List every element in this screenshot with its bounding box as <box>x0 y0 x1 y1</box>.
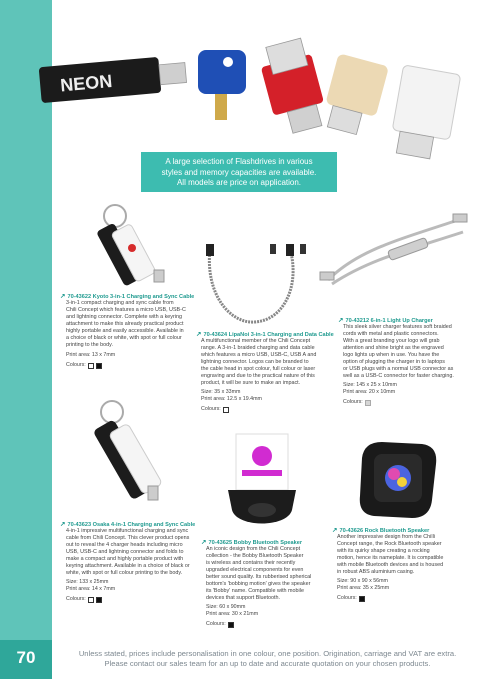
banner-line-3: All models are price on application. <box>176 178 302 187</box>
swatch-silver <box>365 400 371 406</box>
swatch-black <box>96 597 102 603</box>
arrow-icon: ↗ <box>60 293 66 300</box>
product-desc-lipanoi: A multifunctional member of the Chili Concept range. A 3-in-1 braided charging and data cable which features a micro USB, USB-C, USB A and lightning connector. Logos can be branded to the cable head in spot colour, full colour or laser engraving and due to the practical nature of this product, it will be sure to make an impact. <box>201 338 317 386</box>
product-desc-bobby: An iconic design from the Chili Concept collection - the Bobby Bluetooth Speaker is wireless and contains their recently upgraded electrical components for even better sound quality. Its rubberised spherical bottom's 'bobbing motion' gives the speaker its 'Bobby' name. Compatible with mobile devices that support Bluetooth. <box>206 546 312 601</box>
product-meta-rock: Size: 90 x 90 x 56mm Print area: 35 x 25mm Colours: <box>337 578 390 601</box>
product-title-kyoto: ↗ 70-43622 Kyoto 3-in-1 Charging and Sync Cable <box>60 293 195 300</box>
flashdrives-image <box>30 30 470 170</box>
page-number: 70 <box>16 648 36 667</box>
flashdrive-red <box>256 37 330 137</box>
product-title-bobby: ↗ 70-43625 Bobby Bluetooth Speaker <box>201 539 303 546</box>
flashdrive-white <box>388 65 460 162</box>
swatch-white <box>223 407 229 413</box>
product-meta-osaka: Size: 133 x 25mm Print area: 14 x 7mm Colours: <box>66 579 116 602</box>
product-title-light-up-charger: ↗ 70-43212 6-in-1 Light Up Charger <box>338 317 433 324</box>
light-up-charger-image <box>318 210 470 290</box>
product-desc-osaka: 4-in-1 impressive multifunctional charging and sync cable from Chili Concept. This clever product opens out to reveal the 4 charger heads including micro USB, USB-C and lightning connector and folds to make a compact and highly portable product with keyring attachment. Available in a choice of black or white, with spot or full colour printing to the body. <box>66 528 190 576</box>
bobby-speaker-image <box>222 432 302 532</box>
swatch-white <box>88 597 94 603</box>
flashdrive-logo-text: NEON <box>59 70 114 96</box>
product-desc-kyoto: 3-in-1 compact charging and sync cable from Chili Concept which features a micro USB, USB-C and lightning connector. Complete with a keyring attachment to make this already practical product highly portable and easily accessible. Available in a choice of black or white, with spot or full colour printing to the body. <box>66 300 186 348</box>
banner-line-1: A large selection of Flashdrives in various <box>165 157 313 166</box>
product-meta-kyoto: Print area: 13 x 7mm Colours: <box>66 352 116 368</box>
page-footer <box>60 649 475 669</box>
banner-line-2: styles and memory capacities are available. <box>161 167 317 177</box>
kyoto-cable-image <box>90 202 180 287</box>
swatch-white <box>88 363 94 369</box>
flashdrive-wood <box>320 53 389 138</box>
product-title-lipanoi: ↗ 70-43624 LipaNoi 3-in-1 Charging and Data Cable <box>196 331 334 338</box>
product-meta-light-up-charger: Size: 145 x 25 x 10mm Print area: 20 x 10mm Colours: <box>343 382 397 405</box>
rock-speaker-image <box>352 438 442 522</box>
product-title-osaka: ↗ 70-43623 Osaka 4-in-1 Charging and Sync Cable <box>60 521 196 528</box>
footer-line-1: Unless stated, prices include personalisation in one colour, one position. Origination, carriage and VAT are extra. <box>78 649 457 658</box>
product-meta-bobby: Size: 60 x 90mm Print area: 30 x 21mm Colours: <box>206 604 259 627</box>
lipanoi-cable-image <box>200 244 310 329</box>
product-desc-rock: Another impressive design from the Chilli Concept range, the Rock Bluetooth speaker with its quirky shape creating a rocking motion, hence its nameplate. It is compatible with mobile Bluetooth devices and is housed in robust ABS aluminium casing. <box>337 534 444 575</box>
arrow-icon: ↗ <box>60 521 66 528</box>
arrow-icon: ↗ <box>196 331 202 338</box>
arrow-icon: ↗ <box>201 539 207 546</box>
arrow-icon: ↗ <box>332 527 338 534</box>
product-desc-light-up-charger: This sleek silver charger features soft braided cords with metal and plastic connectors. With a great branding your logo will grab attention and shine bright as the engraved logo lights up when in use. You have the option of plugging the charger in to laptops or USB plugs with a normal USB connector as well as a USB-C connector for faster charging. <box>343 324 454 379</box>
flashdrive-blue <box>198 50 246 120</box>
swatch-black <box>359 596 365 602</box>
flashdrive-banner <box>141 152 337 192</box>
footer-line-2: Please contact our sales team for an up to date and accurate quotation on your chosen products. <box>104 659 431 668</box>
swatch-black <box>96 363 102 369</box>
osaka-cable-image <box>90 398 180 508</box>
product-meta-lipanoi: Size: 35 x 33mm Print area: 12.5 x 19.4mm Colours: <box>201 389 262 412</box>
arrow-icon: ↗ <box>338 317 344 324</box>
flashdrive-black <box>39 55 188 104</box>
swatch-black <box>228 622 234 628</box>
product-title-rock: ↗ 70-43626 Rock Bluetooth Speaker <box>332 527 430 534</box>
